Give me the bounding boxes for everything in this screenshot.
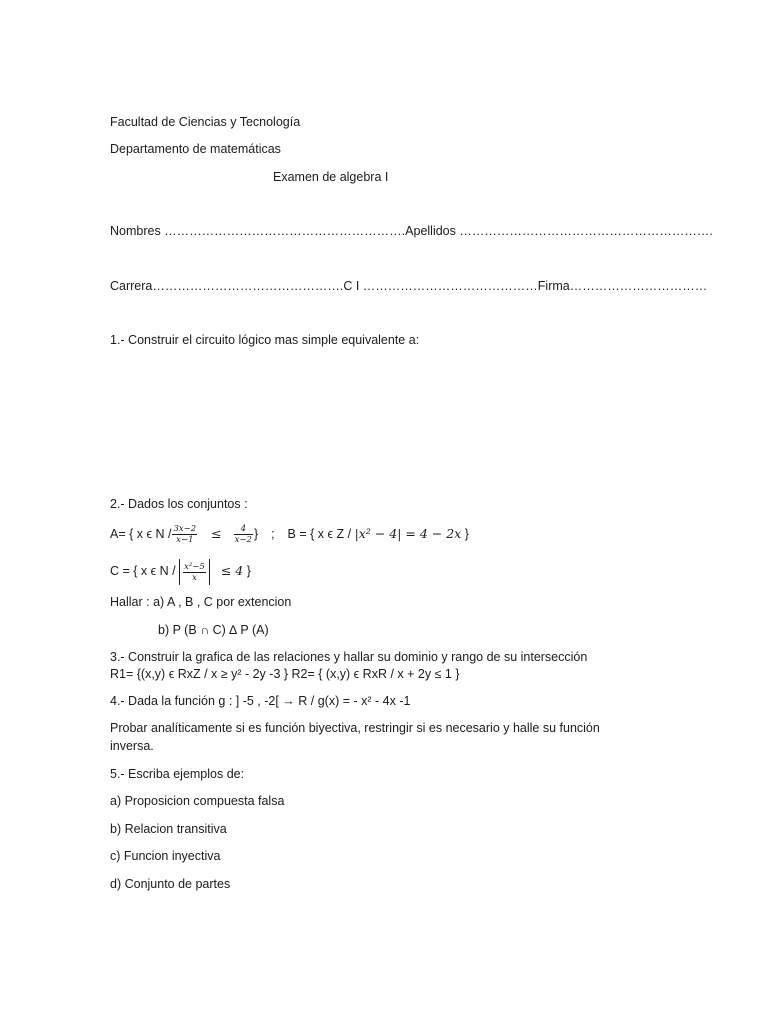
exam-title: Examen de algebra I bbox=[273, 170, 389, 184]
question-4-line-3: inversa. bbox=[110, 739, 154, 753]
set-a-fraction-1: $\frac{3x-2}{x-1}$ bbox=[173, 524, 197, 546]
set-a-fraction-2: $\frac{4}{x-2}$ bbox=[234, 524, 252, 546]
set-c-inequality: ≤ 4 bbox=[220, 563, 244, 578]
set-c-definition bbox=[110, 558, 251, 585]
question-5-intro: 5.- Escriba ejemplos de: bbox=[110, 767, 245, 781]
question-3-line-1: 3.- Construir la grafica de las relaciones y hallar su dominio y rango de su intersección bbox=[110, 650, 588, 664]
question-5-c: c) Funcion inyectiva bbox=[110, 849, 221, 863]
question-2-find-b: b) P (B ∩ C) ∆ P (A) bbox=[158, 623, 269, 637]
set-b-math: |x² − 4| = 4 − 2x bbox=[354, 526, 462, 541]
question-4-line-2: Probar analíticamente si es función biyectiva, restringir si es necesario y halle su función bbox=[110, 721, 600, 735]
career-field-line: Carrera……………………………………….C I ……………………………………Firma…………………………… bbox=[110, 279, 708, 293]
question-5-a: a) Proposicion compuesta falsa bbox=[110, 794, 285, 808]
set-c-prefix: C = { x ϵ N / bbox=[110, 564, 176, 578]
department-heading: Departamento de matemáticas bbox=[110, 142, 281, 156]
question-5-b: b) Relacion transitiva bbox=[110, 822, 227, 836]
set-c-fraction: $\frac{\text{x²−5}}{x}$ bbox=[184, 561, 205, 583]
question-4-line-1: 4.- Dada la función g : ] -5 , -2[ → R / g(x) = - x² - 4x -1 bbox=[110, 694, 411, 708]
question-2-intro: 2.- Dados los conjuntos : bbox=[110, 497, 248, 511]
set-b-suffix: } bbox=[464, 527, 469, 541]
set-separator: ; bbox=[271, 527, 275, 541]
question-3-line-2: R1= {(x,y) ϵ RxZ / x ≥ y² - 2y -3 } R2= { (x,y) ϵ RxR / x + 2y ≤ 1 } bbox=[110, 667, 460, 681]
set-a-suffix: } bbox=[253, 527, 259, 541]
question-2-find-a: Hallar : a) A , B , C por extencion bbox=[110, 595, 292, 609]
question-5-d: d) Conjunto de partes bbox=[110, 877, 231, 891]
faculty-heading: Facultad de Ciencias y Tecnología bbox=[110, 115, 301, 129]
set-a-prefix: A= { x ϵ N / bbox=[110, 527, 172, 541]
set-a-leq: ≤ bbox=[211, 526, 222, 541]
names-field-line: Nombres ………………………………………………….Apellidos ……………………………………………………. bbox=[110, 224, 713, 238]
set-c-absolute-value bbox=[179, 559, 210, 585]
set-b-prefix: B = { x ϵ Z / bbox=[287, 527, 352, 541]
question-1: 1.- Construir el circuito lógico mas simple equivalente a: bbox=[110, 333, 420, 347]
set-a-b-definition bbox=[110, 522, 469, 546]
set-c-suffix: } bbox=[246, 564, 251, 578]
